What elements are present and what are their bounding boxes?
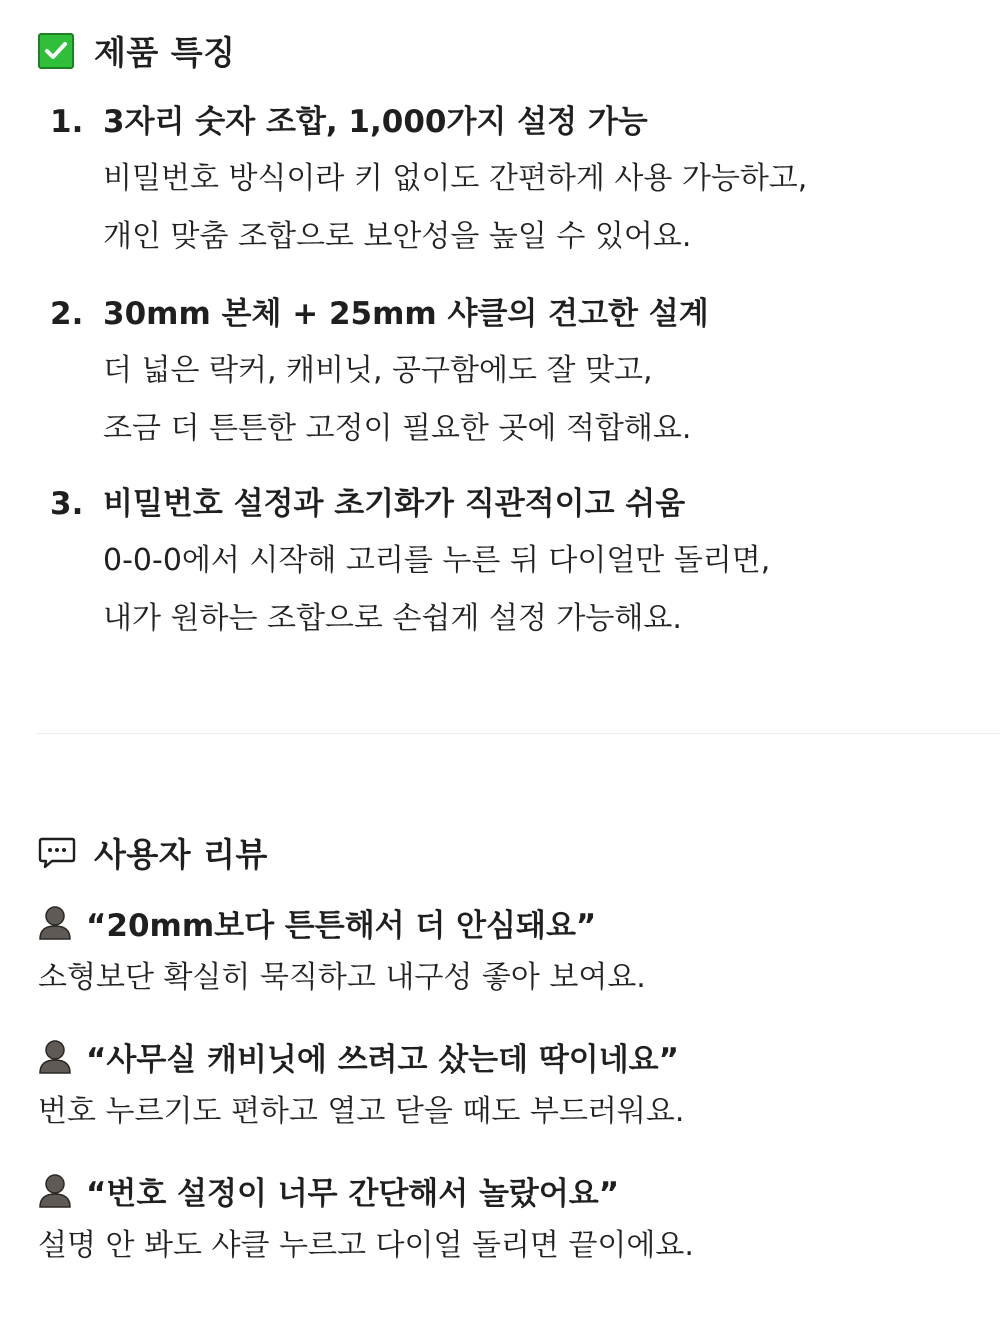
feature-number: 2. (50, 296, 84, 332)
feature-number: 3. (50, 486, 84, 522)
feature-description (103, 532, 970, 648)
person-silhouette-icon (38, 1038, 72, 1074)
review-body: 번호 누르기도 편하고 열고 닫을 때도 부드러워요. (38, 1094, 685, 1129)
reviews-section-title (38, 829, 268, 876)
feature-description (103, 342, 970, 458)
person-silhouette-icon (38, 904, 72, 940)
review-item-3 (38, 1162, 978, 1274)
feature-item-1 (50, 94, 970, 266)
review-item-2 (38, 1028, 978, 1140)
review-quote: “사무실 캐비닛에 쓰려고 샀는데 딱이네요” (86, 1041, 679, 1078)
reviews-title-text: 사용자 리뷰 (94, 835, 268, 874)
feature-description (103, 150, 970, 266)
review-quote: “20mm보다 튼튼해서 더 안심돼요” (86, 907, 597, 944)
feature-heading: 비밀번호 설정과 초기화가 직관적이고 쉬움 (103, 486, 686, 522)
features-section-title (38, 27, 236, 74)
feature-description-line: 내가 원하는 조합으로 손쉽게 설정 가능해요. (103, 601, 682, 636)
feature-item-2 (50, 286, 970, 458)
feature-description-line: 더 넓은 락커, 캐비닛, 공구함에도 잘 맞고, (103, 353, 653, 388)
features-title-text: 제품 특징 (94, 33, 236, 72)
feature-heading: 30mm 본체 + 25mm 샤클의 견고한 설계 (103, 296, 709, 332)
check-mark-button-icon (38, 33, 74, 69)
feature-heading: 3자리 숫자 조합, 1,000가지 설정 가능 (103, 104, 648, 140)
feature-description-line: 0-0-0에서 시작해 고리를 누른 뒤 다이얼만 돌리면, (103, 543, 771, 578)
person-silhouette-icon (38, 1172, 72, 1208)
section-divider (36, 733, 1000, 734)
review-item-1 (38, 894, 978, 1006)
feature-description-line: 비밀번호 방식이라 키 없이도 간편하게 사용 가능하고, (103, 161, 808, 196)
review-body: 설명 안 봐도 샤클 누르고 다이얼 돌리면 끝이에요. (38, 1228, 694, 1263)
review-quote: “번호 설정이 너무 간단해서 놀랐어요” (86, 1175, 620, 1212)
feature-number: 1. (50, 104, 84, 140)
speech-bubble-icon (38, 835, 76, 871)
feature-item-3 (50, 476, 970, 648)
feature-description-line: 조금 더 튼튼한 고정이 필요한 곳에 적합해요. (103, 411, 692, 446)
feature-description-line: 개인 맞춤 조합으로 보안성을 높일 수 있어요. (103, 219, 692, 254)
review-body: 소형보단 확실히 묵직하고 내구성 좋아 보여요. (38, 960, 646, 995)
